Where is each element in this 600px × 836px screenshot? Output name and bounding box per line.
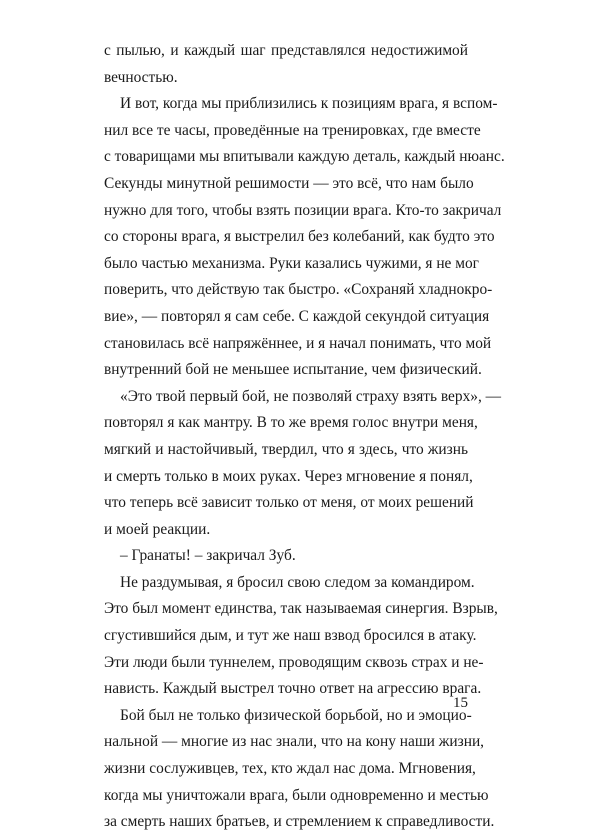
text-line: нависть. Каждый выстрел точно ответ на агрессию врага. [104,680,482,698]
text-line: Эти люди были туннелем, проводящим сквозь страх и не- [104,653,484,671]
text-line: – Гранаты! – закричал Зуб. [120,547,296,565]
text-line: Не раздумывая, я бросил свою следом за командиром. [120,573,475,591]
text-line: со стороны врага, я выстрелил без колебаний, как будто это [104,228,495,246]
text-line: вие», — повторял я сам себе. С каждой секундой ситуация [104,307,490,325]
text-line: «Это твой первый бой, не позволяй страху взять верх», — [120,387,502,405]
text-line: и моей реакции. [104,520,211,538]
text-line: вечностью. [104,68,178,86]
text-line: нил все те часы, проведённые на тренировках, где вместе [104,121,481,139]
text-line: мягкий и настойчивый, твердил, что я здесь, что жизнь [104,440,468,458]
text-line: с товарищами мы впитывали каждую деталь, каждый нюанс. [104,148,505,166]
text-line: нальной — многие из нас знали, что на кону наши жизни, [104,733,485,751]
text-line: повторял я как мантру. В то же время голос внутри меня, [104,414,478,432]
text-line: поверить, что действую так быстро. «Сохраняй хладнокро- [104,281,493,299]
text-line: становилась всё напряжённее, и я начал понимать, что мой [104,334,492,352]
text-line: Бой был не только физической борьбой, но и эмоцио- [120,706,472,724]
text-line: нужно для того, чтобы взять позиции врага. Кто-то закричал [104,201,502,219]
text-line: И вот, когда мы приблизились к позициям врага, я вспом- [120,95,498,113]
text-line: и смерть только в моих руках. Через мгновение я понял, [104,467,473,485]
text-line: когда мы уничтожали врага, были одновременно и местью [104,786,489,804]
text-line: Секунды минутной решимости — это всё, что нам было [104,174,474,192]
text-line: за смерть наших братьев, и стремлением к справедливости. [104,813,495,831]
page-number: 15 [453,695,468,711]
text-line: Это был момент единства, так называемая синергия. Взрыв, [104,600,498,618]
body-text [104,38,505,836]
text-line: внутренний бой не меньшее испытание, чем физический. [104,361,482,379]
text-line: жизни сослуживцев, тех, кто ждал нас дома. Мгновения, [104,760,476,778]
text-line: было частью механизма. Руки казались чужими, я не мог [104,254,479,272]
text-line: что теперь всё зависит только от меня, от моих решений [104,494,474,512]
text-line: с пылью, и каждый шаг представлялся недостижимой [104,42,468,59]
text-line: сгустившийся дым, и тут же наш взвод бросился в атаку. [104,627,477,645]
